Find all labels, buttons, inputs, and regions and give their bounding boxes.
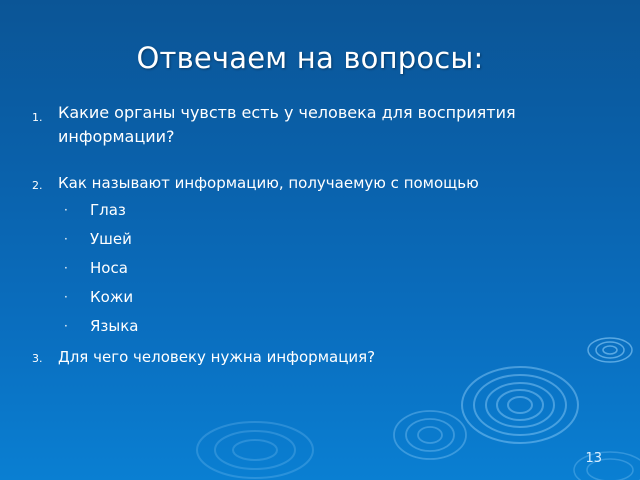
question-text: Какие органы чувств есть у человека для восприятия информации? (58, 103, 516, 146)
bullet-point: · (64, 261, 68, 275)
answer-item: Кожи (90, 288, 134, 306)
bullet-point: · (64, 290, 68, 304)
question-text: Для чего человеку нужна информация? (58, 348, 376, 366)
bullet-point: · (64, 232, 68, 246)
answer-item: Глаз (90, 201, 126, 219)
slide-title: Отвечаем на вопросы: (136, 41, 484, 75)
question-number: 2. (32, 179, 43, 192)
answer-item: Ушей (90, 230, 132, 248)
question-number: 3. (32, 352, 43, 365)
question-text: Как называют информацию, получаемую с помощью (58, 174, 479, 192)
bullet-point: · (64, 319, 68, 333)
question-number: 1. (32, 111, 43, 124)
page-number: 13 (585, 451, 602, 466)
answer-item: Носа (90, 259, 128, 277)
bullet-point: · (64, 203, 68, 217)
answer-item: Языка (90, 317, 139, 335)
